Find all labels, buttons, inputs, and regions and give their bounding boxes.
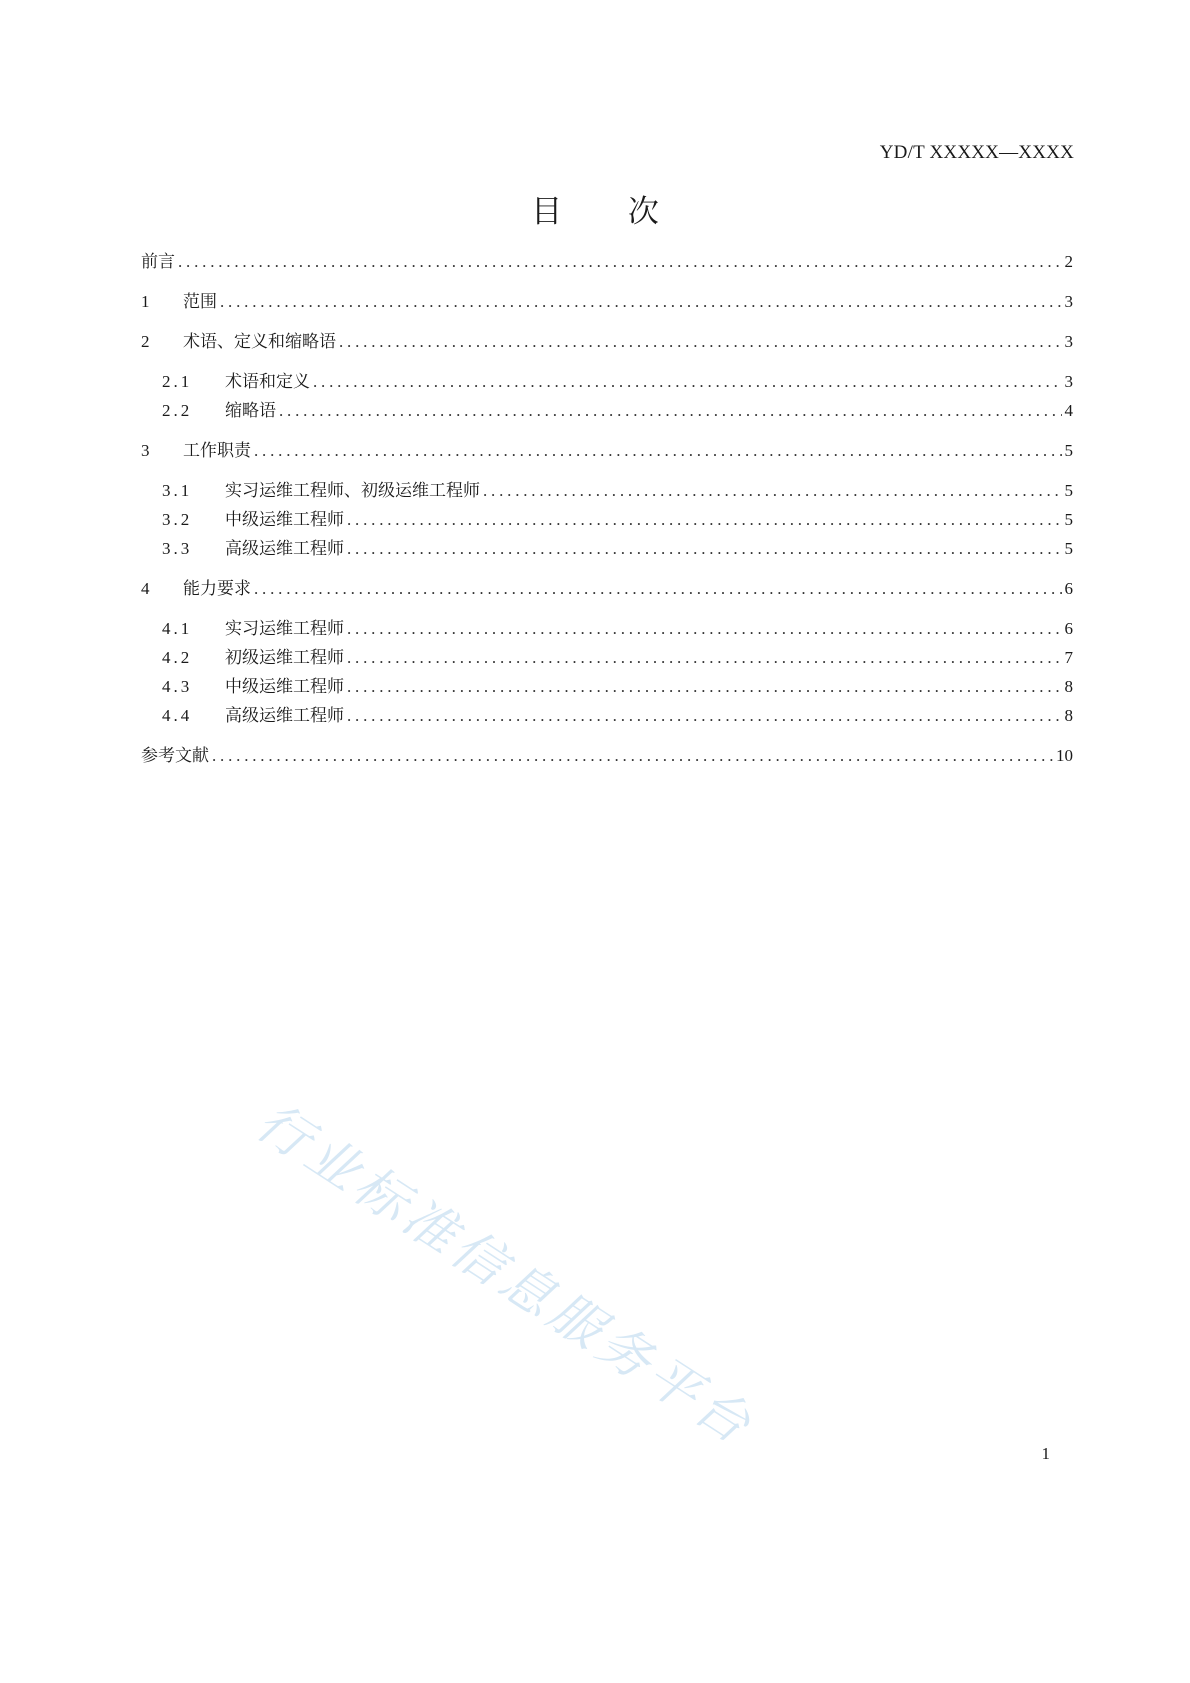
toc-entry-page: 10 <box>1056 746 1073 765</box>
standard-code: YD/T XXXXX—XXXX <box>879 142 1074 163</box>
toc-entry-number: 4.3 <box>162 677 193 696</box>
toc-entry-number: 4 <box>141 579 153 598</box>
toc-entry-page: 7 <box>1064 648 1073 667</box>
toc-entry-label: 术语和定义 <box>225 372 310 392</box>
toc-leader-dots <box>339 330 1062 354</box>
toc-entry-label: 前言 <box>141 252 175 272</box>
toc-entry-page: 6 <box>1064 579 1073 598</box>
toc-entry-label: 中级运维工程师 <box>225 510 344 530</box>
toc-entry-page: 5 <box>1064 441 1073 460</box>
toc-entry-number: 4.2 <box>162 648 193 667</box>
toc-entry-label: 高级运维工程师 <box>225 706 344 726</box>
toc-entry-requirements-intern[interactable] <box>141 617 1073 641</box>
toc-entry-number: 3.1 <box>162 481 193 500</box>
toc-leader-dots <box>254 439 1062 463</box>
toc-entry-label: 工作职责 <box>183 441 251 461</box>
toc-entry-number: 2.2 <box>162 401 193 420</box>
toc-title: 目 次 <box>531 194 687 230</box>
toc-entry-page: 6 <box>1064 619 1073 638</box>
toc-entry-requirements-senior[interactable] <box>141 704 1073 728</box>
toc-leader-dots <box>212 744 1053 768</box>
toc-leader-dots <box>254 577 1062 601</box>
toc-entry-page: 3 <box>1064 332 1073 351</box>
toc-leader-dots <box>483 479 1062 503</box>
toc-entry-label: 缩略语 <box>225 401 276 421</box>
toc-entry-terms[interactable] <box>141 330 1073 354</box>
toc-entry-number: 4.1 <box>162 619 193 638</box>
toc-entry-duties[interactable] <box>141 439 1073 463</box>
toc-entry-references[interactable] <box>141 744 1073 768</box>
toc-entry-page: 8 <box>1064 677 1073 696</box>
watermark: 行业标准信息服务平台 <box>245 1091 765 1459</box>
toc-leader-dots <box>347 704 1062 728</box>
toc-entry-number: 2 <box>141 332 153 351</box>
toc-leader-dots <box>347 508 1062 532</box>
toc-entry-label: 实习运维工程师 <box>225 619 344 639</box>
toc-leader-dots <box>313 370 1062 394</box>
toc-entry-duties-intermediate[interactable] <box>141 508 1073 532</box>
toc-entry-label: 范围 <box>183 292 217 312</box>
toc-leader-dots <box>347 617 1062 641</box>
toc-entry-label: 中级运维工程师 <box>225 677 344 697</box>
toc-entry-page: 4 <box>1064 401 1073 420</box>
toc-leader-dots <box>220 290 1062 314</box>
toc-entry-scope[interactable] <box>141 290 1073 314</box>
toc-entry-number: 3.2 <box>162 510 193 529</box>
toc-entry-requirements-intermediate[interactable] <box>141 675 1073 699</box>
page-number: 1 <box>1041 1444 1050 1463</box>
toc-leader-dots <box>279 399 1062 423</box>
toc-leader-dots <box>347 537 1062 561</box>
toc-entry-page: 5 <box>1064 539 1073 558</box>
toc-entry-number: 3 <box>141 441 153 460</box>
toc-entry-number: 3.3 <box>162 539 193 558</box>
toc-leader-dots <box>347 675 1062 699</box>
toc-entry-number: 4.4 <box>162 706 193 725</box>
toc-entry-requirements[interactable] <box>141 577 1073 601</box>
toc-entry-page: 3 <box>1064 372 1073 391</box>
toc-entry-label: 实习运维工程师、初级运维工程师 <box>225 481 480 501</box>
toc-entry-page: 8 <box>1064 706 1073 725</box>
toc-entry-label: 初级运维工程师 <box>225 648 344 668</box>
toc-entry-terms-definitions[interactable] <box>141 370 1073 394</box>
toc-entry-abbreviations[interactable] <box>141 399 1073 423</box>
toc-entry-number: 1 <box>141 292 153 311</box>
toc-entry-number: 2.1 <box>162 372 193 391</box>
toc-entry-requirements-junior[interactable] <box>141 646 1073 670</box>
toc-entry-duties-senior[interactable] <box>141 537 1073 561</box>
toc-entry-label: 高级运维工程师 <box>225 539 344 559</box>
toc-entry-label: 参考文献 <box>141 746 209 766</box>
toc-leader-dots <box>347 646 1062 670</box>
toc-entry-page: 5 <box>1064 510 1073 529</box>
toc-entry-page: 3 <box>1064 292 1073 311</box>
toc-leader-dots <box>178 250 1062 274</box>
toc-entry-page: 2 <box>1064 252 1073 271</box>
toc-entry-label: 能力要求 <box>183 579 251 599</box>
toc-entry-duties-intern-junior[interactable] <box>141 479 1073 503</box>
toc-entry-label: 术语、定义和缩略语 <box>183 332 336 352</box>
toc-entry-page: 5 <box>1064 481 1073 500</box>
toc-entry-foreword[interactable] <box>141 250 1073 274</box>
